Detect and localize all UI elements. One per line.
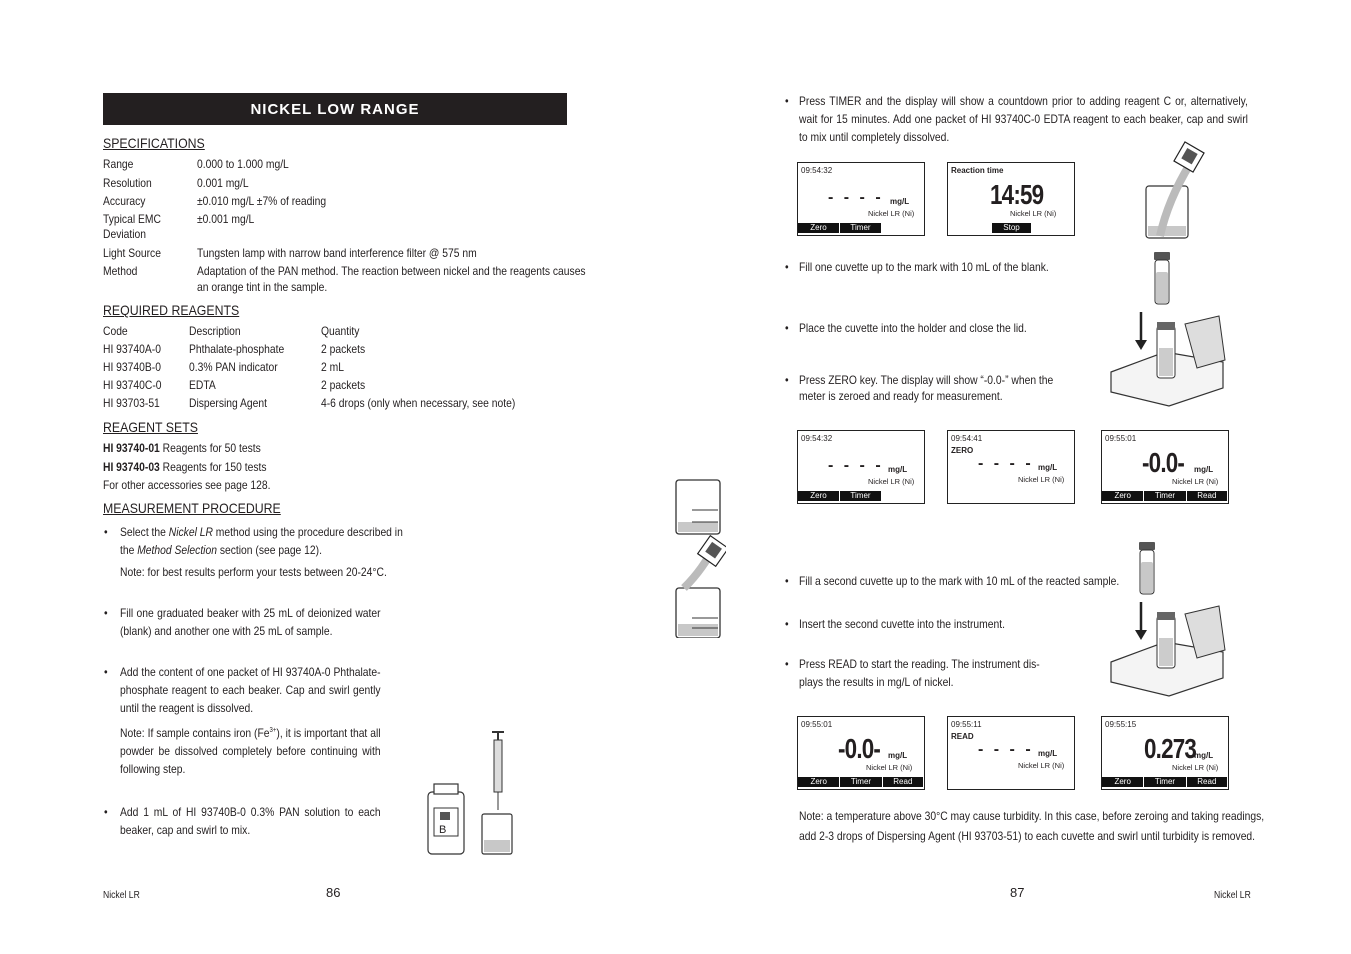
reagent-set-50: HI 93740-01 Reagents for 50 tests (103, 441, 261, 455)
spec-label-accuracy: Accuracy (103, 194, 146, 208)
cuvette-icon (1151, 250, 1175, 306)
bullet: • (785, 657, 789, 671)
turbidity-note: Note: a temperature above 30°C may cause turbidity. In this case, before zeroing and taking readings, (799, 809, 1265, 823)
page-title: NICKEL LOW RANGE (103, 93, 567, 125)
turbidity-note-cont: add 2-3 drops of Dispersing Agent (HI 93703-51) to each cuvette and swirl until turbidity is removed. (799, 829, 1256, 843)
bullet: • (104, 525, 108, 539)
spec-label-resolution: Resolution (103, 176, 152, 190)
procedure-step-10: Insert the second cuvette into the instrument. (799, 617, 1005, 631)
spec-value-light-source: Tungsten lamp with narrow band interference filter @ 575 nm (197, 246, 477, 260)
table-row: HI 93740A-0 (103, 342, 161, 356)
spec-value-emc: ±0.001 mg/L (197, 212, 255, 226)
display-screen-pre-read: 09:55:01 -0.0- mg/L Nickel LR (Ni) Zero Timer Read (797, 716, 925, 790)
spec-label-emc-deviation: Deviation (103, 227, 147, 241)
accessories-note: For other accessories see page 128. (103, 478, 271, 492)
meter-illustration (1105, 598, 1230, 698)
footer-chapter-left: Nickel LR (103, 890, 140, 901)
cuvette-icon (1136, 540, 1160, 596)
display-screen-pre-zero: 09:54:32 - - - - mg/L Nickel LR (Ni) Zero Timer (797, 430, 925, 504)
procedure-step-5: Press TIMER and the display will show a countdown prior to adding reagent C or, alternatively, wait for 15 minutes. Add one packet of HI 93740C-0 EDTA reagent to each beaker, cap and swirl to mix until completely dissolved. (799, 94, 1248, 144)
display-screen-zeroed: 09:55:01 -0.0- mg/L Nickel LR (Ni) Zero Timer Read (1101, 430, 1229, 504)
reagents-col-code: Code (103, 324, 128, 338)
procedure-step-3: Add the content of one packet of HI 93740A-0 Phthalate-phosphate reagent to each beaker. Cap and swirl gently until the reagent is dissolved. (120, 665, 381, 715)
procedure-note-iron: Note: If sample contains iron $(Fe^{3+})$, it is important that all powder be dissolved completely before continuing with following step. (120, 726, 381, 776)
required-reagents-heading: REQUIRED REAGENTS (103, 302, 240, 318)
display-screen-zeroing: 09:54:41 ZERO - - - - mg/L Nickel LR (Ni) (947, 430, 1075, 504)
table-cell: EDTA (189, 378, 216, 392)
spec-value-range: 0.000 to 1.000 mg/L (197, 157, 289, 171)
bullet: • (104, 665, 108, 679)
display-screen-timer: 09:54:32 - - - - mg/L Nickel LR (Ni) Zero Timer (797, 162, 925, 236)
display-screen-reaction-time: Reaction time 14:59 Nickel LR (Ni) Stop (947, 162, 1075, 236)
procedure-step-2: Fill one graduated beaker with 25 mL of deionized water (blank) and another one with 25 mL of sample. (120, 606, 381, 638)
beakers-illustration (674, 478, 726, 638)
procedure-step-1-cont: the Method Selection section (see page 12). (120, 543, 322, 557)
procedure-step-6: Fill one cuvette up to the mark with 10 mL of the blank. (799, 260, 1049, 274)
bullet: • (785, 260, 789, 274)
table-cell: 0.3% PAN indicator (189, 360, 278, 374)
meter-illustration (1105, 308, 1230, 408)
spec-value-resolution: 0.001 mg/L (197, 176, 249, 190)
spec-label-emc: Typical EMC (103, 212, 161, 226)
table-row: HI 93740C-0 (103, 378, 162, 392)
procedure-step-11-cont: plays the results in mg/L of nickel. (799, 675, 954, 689)
table-row: HI 93740B-0 (103, 360, 161, 374)
reagents-col-quantity: Quantity (321, 324, 360, 338)
bullet: • (785, 617, 789, 631)
beaker-reagent-c-illustration (1140, 140, 1210, 240)
table-row: HI 93703-51 (103, 396, 160, 410)
footer-chapter-right: Nickel LR (1214, 890, 1251, 901)
spec-value-method-cont: an orange tint in the sample. (197, 280, 328, 294)
table-cell: 2 packets (321, 342, 366, 356)
table-cell: 4-6 drops (only when necessary, see note) (321, 396, 516, 410)
page-number-right: 87 (1010, 885, 1025, 900)
bullet: • (785, 574, 789, 588)
display-screen-reading: 09:55:11 READ - - - - mg/L Nickel LR (Ni) (947, 716, 1075, 790)
table-cell: Dispersing Agent (189, 396, 268, 410)
procedure-note-temperature: Note: for best results perform your tests between 20-24°C. (120, 565, 387, 579)
specifications-heading: SPECIFICATIONS (103, 135, 205, 151)
reagents-col-description: Description (189, 324, 241, 338)
spec-value-method: Adaptation of the PAN method. The reaction between nickel and the reagents causes (197, 264, 586, 278)
procedure-step-7: Place the cuvette into the holder and close the lid. (799, 321, 1027, 335)
spec-label-range: Range (103, 157, 134, 171)
bullet: • (104, 805, 108, 819)
spec-label-light-source: Light Source (103, 246, 161, 260)
bullet: • (104, 606, 108, 620)
procedure-step-11: Press READ to start the reading. The instrument dis- (799, 657, 1040, 671)
bullet: • (785, 321, 789, 335)
procedure-step-9: Fill a second cuvette up to the mark with 10 mL of the reacted sample. (799, 574, 1120, 588)
measurement-procedure-heading: MEASUREMENT PROCEDURE (103, 500, 281, 516)
page-number-left: 86 (326, 885, 341, 900)
bullet: • (785, 373, 789, 387)
procedure-step-1: Select the Nickel LR method using the procedure described in (120, 525, 403, 539)
table-cell: Phthalate-phosphate (189, 342, 285, 356)
procedure-step-8-cont: meter is zeroed and ready for measurement. (799, 389, 1003, 403)
bottle-label: B (439, 824, 447, 836)
spec-label-method: Method (103, 264, 138, 278)
reagent-set-150: HI 93740-03 Reagents for 150 tests (103, 460, 267, 474)
procedure-step-4: Add 1 mL of HI 93740B-0 0.3% PAN solution to each beaker, cap and swirl to mix. (120, 805, 381, 837)
bullet: • (785, 94, 789, 108)
table-cell: 2 mL (321, 360, 344, 374)
reagent-sets-heading: REAGENT SETS (103, 419, 198, 435)
procedure-step-8: Press ZERO key. The display will show “-0.0-” when the (799, 373, 1054, 387)
table-cell: 2 packets (321, 378, 366, 392)
display-screen-result: 09:55:15 0.273 mg/L Nickel LR (Ni) Zero Timer Read (1101, 716, 1229, 790)
bottle-syringe-illustration (424, 730, 519, 858)
spec-value-accuracy: ±0.010 mg/L ±7% of reading (197, 194, 327, 208)
